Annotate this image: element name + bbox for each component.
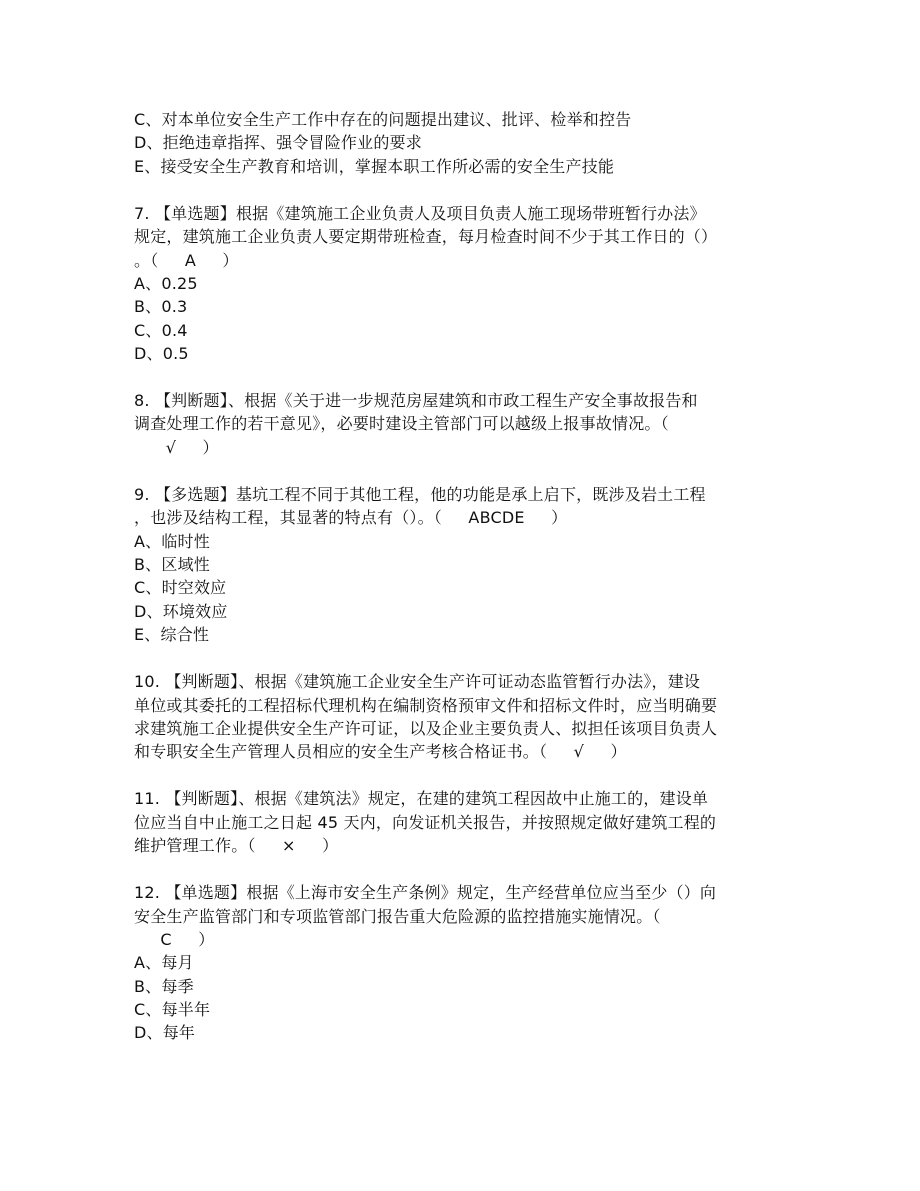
- block-spacer: [134, 858, 794, 882]
- question-text: 8. 【判断题】、根据《关于进一步规范房屋建筑和市政工程生产安全事故报告和: [134, 391, 698, 411]
- option-line: C、时空效应: [134, 578, 227, 598]
- option-line: C、对本单位安全生产工作中存在的问题提出建议、批评、检举和控告: [134, 110, 632, 129]
- option-line: C、0.4: [134, 320, 188, 340]
- block-spacer: [134, 647, 794, 671]
- option-line: B、每季: [134, 976, 194, 996]
- option-line: C、每半年: [134, 1000, 211, 1020]
- question-text: 求建筑施工企业提供安全生产许可证，以及企业主要负责人、拟担任该项目负责人: [134, 718, 718, 738]
- question-text: 11. 【判断题】、根据《建筑法》规定，在建的建筑工程因故中止施工的，建设单: [134, 789, 709, 809]
- answer-line: ，也涉及结构工程，其显著的特点有（）。（ ABCDE ）: [134, 508, 568, 528]
- question-text: 调查处理工作的若干意见》，必要时建设主管部门可以越级上报事故情况。（: [134, 414, 669, 434]
- block-spacer: [134, 764, 794, 788]
- question-text: 位应当自中止施工之日起 45 天内，向发证机关报告，并按照规定做好建筑工程的: [134, 812, 717, 832]
- answer-line: 和专职安全生产管理人员相应的安全生产考核合格证书。（ √ ）: [134, 742, 627, 762]
- answer-line: √ ）: [134, 437, 219, 457]
- question-text: 安全生产监管部门和专项监管部门报告重大危险源的监控措施实施情况。（: [134, 906, 661, 926]
- question-text: 9. 【多选题】基坑工程不同于其他工程，他的功能是承上启下，既涉及岩土工程: [134, 484, 706, 504]
- option-line: B、区域性: [134, 555, 210, 575]
- option-line: A、临时性: [134, 531, 210, 551]
- block-spacer: [134, 178, 794, 202]
- option-line: A、每月: [134, 953, 194, 973]
- question-text: 10. 【判断题】、根据《建筑施工企业安全生产许可证动态监管暂行办法》，建设: [134, 672, 701, 692]
- question-block-10: [134, 670, 794, 764]
- question-block-9: [134, 483, 794, 647]
- option-line: D、0.5: [134, 344, 189, 364]
- question-block-6-options: [134, 108, 794, 178]
- block-spacer: [134, 366, 794, 390]
- option-line: E、综合性: [134, 625, 210, 645]
- option-line: E、接受安全生产教育和培训，掌握本职工作所必需的安全生产技能: [134, 156, 615, 176]
- answer-line: 。（ A ）: [134, 250, 239, 270]
- option-line: A、0.25: [134, 273, 198, 293]
- question-text: 单位或其委托的工程招标代理机构在编制资格预审文件和招标文件时，应当明确要: [134, 695, 718, 715]
- question-block-7: [134, 202, 794, 366]
- option-line: D、每年: [134, 1023, 196, 1043]
- question-text: 12. 【单选题】根据《上海市安全生产条例》规定，生产经营单位应当至少（）向: [134, 883, 717, 903]
- question-block-12: [134, 881, 794, 1045]
- question-text: 规定，建筑施工企业负责人要定期带班检查，每月检查时间不少于其工作日的（）: [134, 227, 718, 247]
- answer-line: 维护管理工作。（ × ）: [134, 836, 339, 856]
- question-block-8: [134, 389, 794, 459]
- option-line: D、拒绝违章指挥、强令冒险作业的要求: [134, 133, 422, 153]
- block-spacer: [134, 459, 794, 483]
- question-list: [134, 108, 794, 1045]
- question-block-11: [134, 787, 794, 857]
- question-text: 7. 【单选题】根据《建筑施工企业负责人及项目负责人施工现场带班暂行办法》: [134, 203, 706, 223]
- option-line: B、0.3: [134, 297, 188, 317]
- option-line: D、环境效应: [134, 601, 228, 621]
- answer-line: C ）: [134, 929, 215, 949]
